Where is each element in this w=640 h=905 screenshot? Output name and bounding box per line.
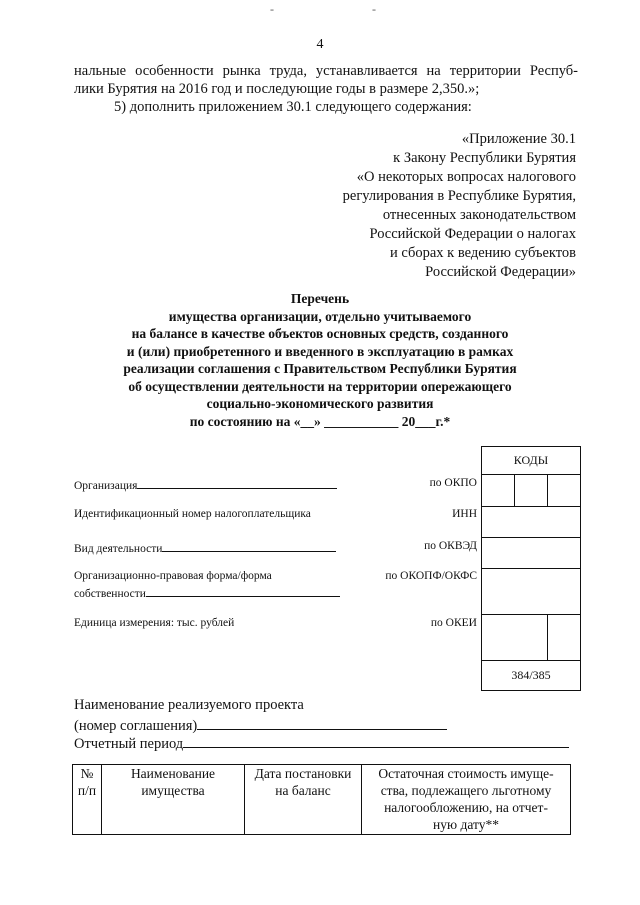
- okopf-cell[interactable]: [482, 569, 581, 615]
- intro-line: нальные особенности рынка труда, устанавливается на территории Респуб-: [74, 63, 578, 79]
- header-text: ную дату**: [433, 817, 499, 832]
- intro-line: лики Бурятия на 2016 год и последующие годы в размере 2,350.»;: [74, 81, 480, 97]
- appendix-line: Российской Федерации»: [425, 264, 576, 280]
- appendix-heading: [343, 130, 576, 282]
- okopf-label: по ОКОПФ/ОКФС: [385, 570, 477, 582]
- agreement-number-blank[interactable]: [197, 715, 447, 730]
- header-text: Наименование: [130, 766, 216, 781]
- header-text: ства, подлежащего льготному: [380, 783, 552, 798]
- codes-table: [481, 446, 581, 691]
- intro-paragraph: [74, 62, 578, 122]
- header-text: Дата постановки: [254, 766, 352, 781]
- header-text: Остаточная стоимость имуще-: [378, 766, 554, 781]
- inn-cell[interactable]: [482, 507, 581, 538]
- col-number-header: [73, 765, 102, 835]
- activity-label: Вид деятельности: [74, 543, 163, 555]
- okei-cell[interactable]: [547, 615, 580, 661]
- appendix-line: и сборах к ведению субъектов: [389, 245, 576, 261]
- activity-blank[interactable]: [162, 540, 336, 552]
- header-text: налогообложению, на отчет-: [384, 800, 548, 815]
- appendix-line: «Приложение 30.1: [461, 131, 576, 147]
- scan-mark: -: [372, 2, 376, 16]
- appendix-line: регулирования в Республике Бурятия,: [342, 188, 576, 204]
- reporting-period-field[interactable]: [74, 733, 569, 753]
- organization-blank[interactable]: [137, 477, 337, 489]
- okei-value: 384/385: [482, 661, 581, 691]
- inn-label: Идентификационный номер налогоплательщика: [74, 508, 311, 520]
- okpo-cell[interactable]: [547, 475, 580, 507]
- col-value-header: [362, 765, 571, 835]
- header-text: имущества: [141, 783, 205, 798]
- activity-field[interactable]: [74, 540, 336, 555]
- okpo-cell[interactable]: [482, 475, 515, 507]
- document-title: [0, 290, 640, 430]
- title-line: Перечень: [290, 291, 350, 306]
- okei-label: по ОКЕИ: [430, 617, 477, 629]
- title-line: по состоянию на «__» ___________ 20___г.*: [189, 413, 451, 429]
- inn-code-label: ИНН: [452, 508, 477, 520]
- organization-label: Организация: [74, 480, 138, 492]
- appendix-line: «О некоторых вопросах налогового: [356, 169, 576, 185]
- title-line: социально-экономического развития: [206, 396, 434, 411]
- okved-cell[interactable]: [482, 538, 581, 569]
- codes-header: КОДЫ: [482, 447, 581, 475]
- header-text: на баланс: [275, 783, 331, 798]
- col-date-header: [245, 765, 362, 835]
- ownership-blank[interactable]: [146, 585, 340, 597]
- ownership-label: собственности: [74, 588, 146, 600]
- agreement-number-field[interactable]: [74, 715, 447, 735]
- unit-label: Единица измерения: тыс. рублей: [74, 617, 235, 629]
- reporting-period-blank[interactable]: [183, 733, 569, 748]
- title-line: реализации соглашения с Правительством Республики Бурятия: [123, 361, 517, 376]
- header-text: п/п: [77, 783, 97, 798]
- project-name-label: Наименование реализуемого проекта: [74, 697, 304, 713]
- col-name-header: [102, 765, 245, 835]
- header-text: №: [80, 766, 94, 781]
- property-table: [72, 764, 571, 835]
- title-line: имущества организации, отдельно учитываемого: [168, 308, 472, 324]
- appendix-line: к Закону Республики Бурятия: [393, 150, 576, 166]
- okei-cell[interactable]: [482, 615, 548, 661]
- okpo-cell[interactable]: [514, 475, 547, 507]
- intro-line: 5) дополнить приложением 30.1 следующего содержания:: [114, 99, 472, 115]
- okpo-label: по ОКПО: [429, 477, 477, 489]
- reporting-period-label: Отчетный период: [74, 736, 184, 752]
- legal-form-label: Организационно-правовая форма/форма: [74, 570, 272, 582]
- ownership-field[interactable]: [74, 585, 340, 600]
- page-number: 4: [316, 37, 324, 52]
- organization-field[interactable]: [74, 477, 337, 492]
- appendix-line: отнесенных законодательством: [382, 207, 576, 223]
- title-line: об осуществлении деятельности на территории опережающего: [128, 378, 512, 394]
- appendix-line: Российской Федерации о налогах: [369, 226, 576, 242]
- scan-mark: -: [270, 2, 274, 16]
- title-line: и (или) приобретенного и введенного в эксплуатацию в рамках: [126, 343, 514, 359]
- okved-label: по ОКВЭД: [424, 540, 477, 552]
- agreement-number-label: (номер соглашения): [74, 718, 198, 734]
- title-line: на балансе в качестве объектов основных средств, созданного: [131, 326, 509, 341]
